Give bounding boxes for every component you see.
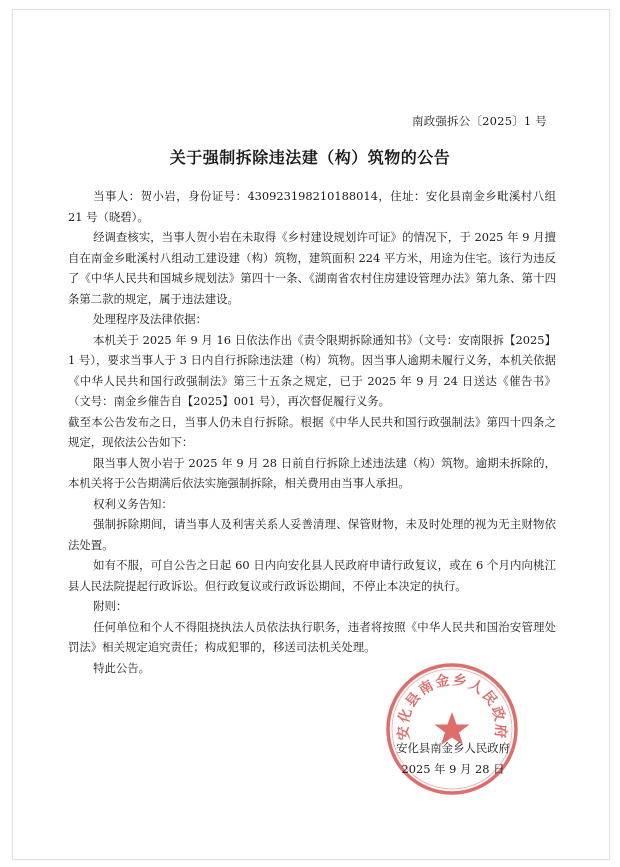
heading-procedure: 处理程序及法律依据： bbox=[93, 312, 207, 326]
paragraph-announcement: 截至本公告发布之日，当事人仍未自行拆除。根据《中华人民共和国行政强制法》第四十四条之规定，现依法公告如下： bbox=[68, 414, 556, 449]
paragraph-appeal: 如有不服，可自公告之日起 60 日内向安化县人民政府申请行政复议，或在 6 个月内向桃江县人民法院提起行政诉讼。但行政复议或行政诉讼期间，不停止本决定的执行。 bbox=[68, 558, 556, 593]
paragraph-property: 强制拆除期间，请当事人及利害关系人妥善清理、保管财物，未及时处理的视为无主财物依法处置。 bbox=[68, 517, 556, 552]
paragraph-procedure: 本机关于 2025 年 9 月 16 日依法作出《责令限期拆除通知书》（文号：安南限拆【2025】1 号），要求当事人于 3 日内自行拆除违法建（构）筑物。因当事人逾期未履行义务，本机关依据《中华人民共和国行政强制法》第三十五条之规定，已于 2025 年 9 月 24 日送达《催告书》（文号：南金乡催告自【2025】001 号），再次督促履行义务。 bbox=[68, 332, 556, 408]
seal-text: 安化县南金乡人民政府 bbox=[395, 672, 509, 741]
paragraph-deadline: 限当事人贺小岩于 2025 年 9 月 28 日前自行拆除上述违法建（构）筑物。逾期未拆除的，本机关将于公告期满后依法实施强制拆除，相关费用由当事人承担。 bbox=[68, 455, 556, 490]
paragraph-closing: 特此公告。 bbox=[93, 660, 151, 675]
paragraph-investigation: 经调查核实，当事人贺小岩在未取得《乡村建设规划许可证》的情况下，于 2025 年 9 月擅自在南金乡毗溪村八组动工建设建（构）筑物，建筑面积 224 平方米，用途为住宅。该行为违反了《中华人民共和国城乡规划法》第四十一条、《湖南省农村住房建设管理办法》第九条、第十四条第二款的规定，属于违法建设。 bbox=[68, 230, 556, 306]
heading-supplementary: 附则： bbox=[93, 599, 128, 613]
signature-date: 2025 年 9 月 28 日 bbox=[401, 761, 505, 776]
document-number: 南政强拆公〔2025〕1 号 bbox=[411, 114, 547, 128]
paragraph-party: 当事人：贺小岩，身份证号：430923198210188014，住址：安化县南金乡毗溪村八组 21 号（晓碧）。 bbox=[68, 189, 556, 224]
document-body bbox=[68, 186, 556, 678]
signature-org: 安化县南金乡人民政府 bbox=[396, 741, 510, 755]
document-title: 关于强制拆除违法建（构）筑物的公告 bbox=[169, 148, 451, 167]
heading-rights: 权利义务告知： bbox=[93, 496, 173, 511]
paragraph-obstruction: 任何单位和个人不得阻挠执法人员依法执行职务，违者将按照《中华人民共和国治安管理处罚法》相关规定追究责任；构成犯罪的，移送司法机关处理。 bbox=[68, 619, 556, 654]
signature-block bbox=[396, 738, 510, 779]
